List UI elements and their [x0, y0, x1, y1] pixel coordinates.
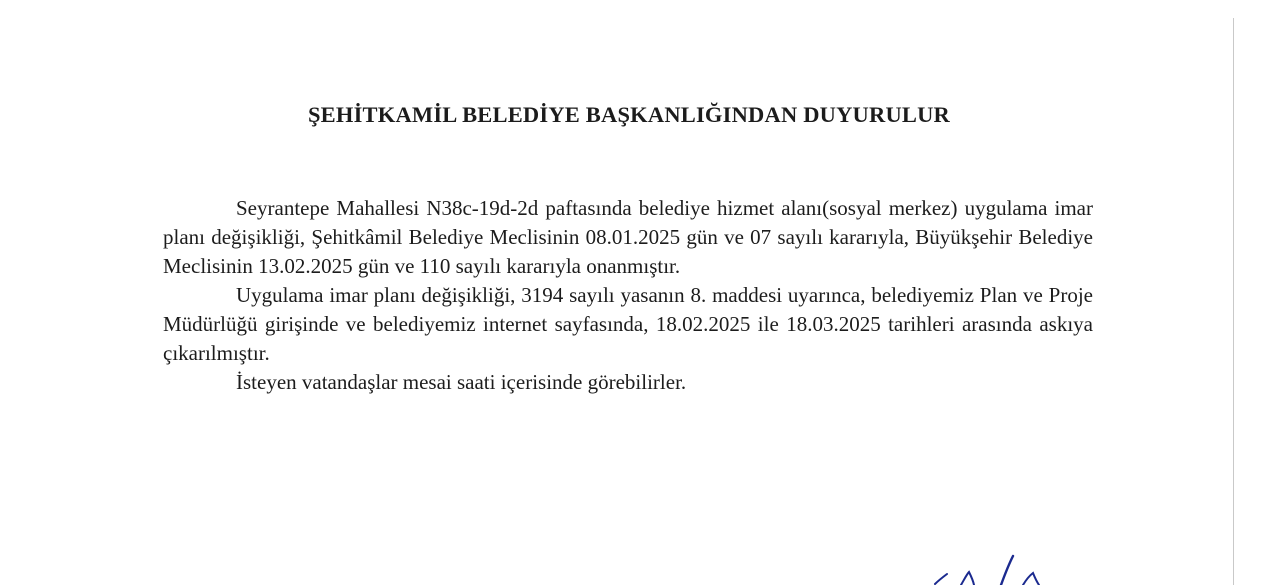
- handwritten-signature: [925, 550, 1065, 585]
- announcement-title: ŞEHİTKAMİL BELEDİYE BAŞKANLIĞINDAN DUYURULUR: [307, 102, 951, 127]
- paragraph-public-access: İsteyen vatandaşlar mesai saati içerisinde görebilirler.: [236, 370, 687, 394]
- paragraph-display-period: Uygulama imar planı değişikliği, 3194 sayılı yasanın 8. maddesi uyarınca, belediyemiz Plan ve Proje Müdürlüğü girişinde ve belediyemiz internet sayfasında, 18.02.2025 ile 18.03.2025 tarihleri arasında askıya çıkarılmıştır.: [163, 283, 1093, 365]
- announcement-body: [163, 194, 1093, 397]
- paragraph-approval: Seyrantepe Mahallesi N38c-19d-2d paftasında belediye hizmet alanı(sosyal merkez) uygulama imar planı değişikliği, Şehitkâmil Belediye Meclisinin 08.01.2025 gün ve 07 sayılı kararıyla, Büyükşehir Belediye Meclisinin 13.02.2025 gün ve 110 sayılı kararıyla onanmıştır.: [163, 196, 1093, 278]
